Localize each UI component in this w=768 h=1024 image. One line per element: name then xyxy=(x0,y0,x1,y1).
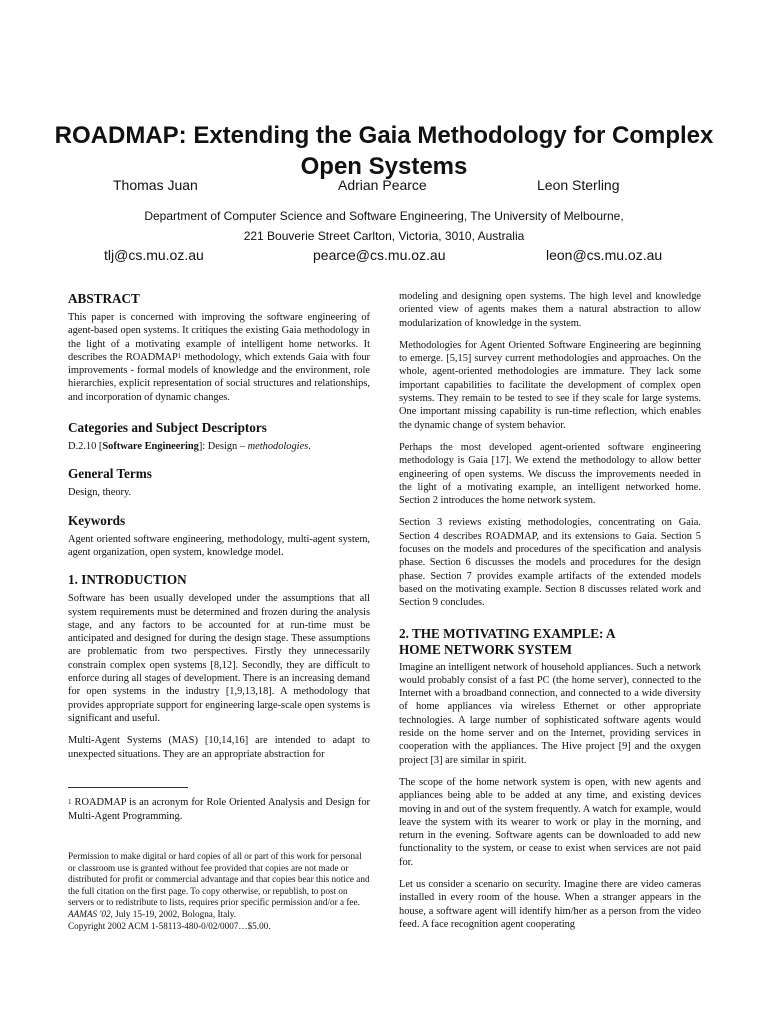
categories-text xyxy=(68,440,370,453)
body-paragraph: Let us consider a scenario on security. Imagine there are video cameras installed in every room of the house. When a stranger appears in the house, a software agent will identify him/her as a person from the video feed. A face recognition agent cooperating xyxy=(399,878,701,930)
introduction-paragraph: Multi-Agent Systems (MAS) [10,14,16] are intended to adapt to unexpected situations. They are an appropriate abstraction for xyxy=(68,735,370,760)
abstract-heading: ABSTRACT xyxy=(68,291,140,306)
body-paragraph: Perhaps the most developed agent-oriented software engineering methodology is Gaia [17]. We extend the methodology to allow better engineering of open systems. We discuss the improvements needed in the light of a motivating example, an intelligent networked home. Section 2 introduces the home network system. xyxy=(399,441,701,507)
author-email: leon@cs.mu.oz.au xyxy=(546,247,663,263)
paper-title: ROADMAP: Extending the Gaia Methodology for Complex Open Systems xyxy=(54,122,714,180)
footnote-ref: 1 xyxy=(177,351,182,360)
affiliation-line: 221 Bouverie Street Carlton, Victoria, 3010, Australia xyxy=(243,229,525,243)
author-name: Thomas Juan xyxy=(113,177,198,193)
body-paragraph: The scope of the home network system is open, with new agents and appliances being able to be added at any time, and existing devices moving in and out of the system frequently. A watch for example, would leave the system with its wearer to work or play in the morning, and return in the evening. Software agents can be downloaded to add new functionality to the system, or cease to exist when services are not paid for. xyxy=(399,776,701,868)
general-terms-heading: General Terms xyxy=(68,466,152,482)
author-name: Adrian Pearce xyxy=(338,177,427,193)
categories-bold: Software Engineering xyxy=(102,441,199,453)
section2-heading-line: HOME NETWORK SYSTEM xyxy=(399,641,572,657)
categories-code: D.2.10 [ xyxy=(68,441,103,453)
section2-heading xyxy=(399,626,701,658)
abstract-text-a: This paper is concerned with improving the software engineering of agent-based open systems. It critiques the existing Gaia methodology in the light of a motivating example of intelligent home networks. It describes the ROADMAP xyxy=(68,312,370,363)
venue-line xyxy=(68,909,370,921)
permission-notice xyxy=(68,851,370,932)
keywords-text: Agent oriented software engineering, methodology, multi-agent system, agent organization, open system, knowledge model. xyxy=(68,533,370,558)
section2-heading-line: 2. THE MOTIVATING EXAMPLE: A xyxy=(399,625,616,641)
author-email: pearce@cs.mu.oz.au xyxy=(313,247,446,263)
body-paragraph: Section 3 reviews existing methodologies, concentrating on Gaia. Section 4 describes ROADMAP, and its extensions to Gaia. Section 5 focuses on the models and procedures of the specification and analysis phase. Section 6 discusses the models and procedures for the design phase. Section 7 provides example artifacts of the extended models based on the motivating example. Section 8 discusses related work and Section 9 concludes. xyxy=(399,517,701,609)
venue-name: AAMAS '02 xyxy=(68,908,111,919)
left-column xyxy=(68,291,370,770)
keywords-heading: Keywords xyxy=(68,512,126,528)
copyright-line: Copyright 2002 ACM 1-58113-480-0/02/0007…$5.00. xyxy=(68,920,271,931)
author-name: Leon Sterling xyxy=(537,177,620,193)
general-terms-text: Design, theory. xyxy=(68,487,132,499)
footnote-rule xyxy=(68,787,188,788)
footnote-text: ROADMAP is an acronym for Role Oriented Analysis and Design for Multi-Agent Programming. xyxy=(68,797,370,822)
permission-text: Permission to make digital or hard copies of all or part of this work for personal or classroom use is granted without fee provided that copies are not made or distributed for profit or commercial advantage and that copies bear this notice and the full citation on the first page. To copy otherwise, or republish, to post on servers or to redistribute to lists, requires prior specific permission and/or a fee. xyxy=(68,851,370,908)
body-paragraph: Imagine an intelligent network of household appliances. Such a network would probably consist of a fast PC (the home server), connected to the Internet with a broadband connection, and connected to a wide diversity of home appliances via wireless Ethernet or other appropriate technologies. A large number of sophisticated software agents would reside on the home server and on the Internet, providing services in cooperation with the appliances. The Hive project [9] and the oxygen project [3] are similar in spirit. xyxy=(399,661,701,766)
introduction-heading: 1. INTRODUCTION xyxy=(68,572,187,588)
categories-heading: Categories and Subject Descriptors xyxy=(68,420,267,436)
affiliation xyxy=(40,206,728,246)
categories-end: . xyxy=(308,441,311,453)
footnote xyxy=(68,796,370,824)
introduction-paragraph: Software has been usually developed under the assumptions that all system requirements must be determined and frozen during the analysis stage, and any factors to be accounted for at run-time must be anticipated and designed for during the design stage. These assumptions are problematic from two perspectives. Firstly they unnecessarily constrain complex open systems [8,12]. Secondly, they are difficult to enforce during all stages of development. There is an increasing demand for open systems in the industry [1,9,13,18]. A methodology that provides appropriate support for engineering large-scale open systems is significant and useful. xyxy=(68,593,370,724)
body-paragraph: modeling and designing open systems. The high level and knowledge oriented view of agents makes them a natural abstraction to allow modularization of knowledge in the system. xyxy=(399,291,701,329)
venue-details: , July 15-19, 2002, Bologna, Italy. xyxy=(110,908,237,919)
author-email: tlj@cs.mu.oz.au xyxy=(104,247,204,263)
categories-rest: ]: Design – xyxy=(198,441,248,453)
body-paragraph: Methodologies for Agent Oriented Software Engineering are beginning to emerge. [5,15] survey current methodologies and approaches. On the whole, agent-oriented methodologies are immature. They lack some important capabilities to facilitate the development of complex open systems. They remain to be tested to see if they scale for large systems. One important missing capability is run-time reflection, which enables the dynamic change of system behavior. xyxy=(399,339,701,431)
affiliation-line: Department of Computer Science and Software Engineering, The University of Melbourne, xyxy=(144,209,624,223)
abstract-text xyxy=(68,311,370,404)
abstract-text-b: methodology, which extends Gaia with four improvements - formal models of knowledge and the environment, role hierarchies, explicit representation of social structures and relationships, and incorporation of dynamic changes. xyxy=(68,351,371,403)
categories-italic: methodologies xyxy=(247,441,309,453)
footnote-mark: 1 xyxy=(68,798,72,806)
right-column xyxy=(399,290,701,940)
